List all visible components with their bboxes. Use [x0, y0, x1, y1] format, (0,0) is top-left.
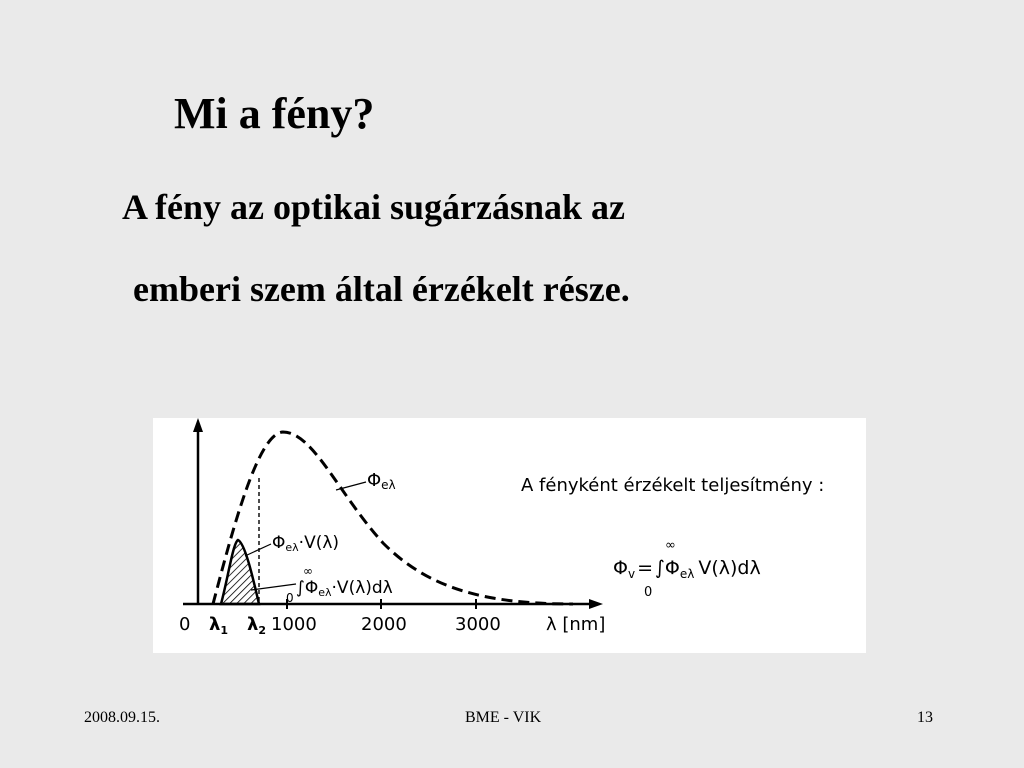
x-tick-label-1000: 1000: [271, 614, 317, 635]
integral-upper-limit: ∞: [303, 564, 313, 578]
spectral-diagram: [153, 418, 866, 653]
integral-label: ∫Φeλ·V(λ)dλ: [296, 578, 393, 599]
footer-organization: BME - VIK: [465, 709, 542, 726]
footer-date: 2008.09.15.: [84, 709, 160, 726]
curve-label-main: Φeλ: [367, 470, 396, 492]
spectral-power-curve: [213, 432, 573, 604]
x-tick-label-2000: 2000: [361, 614, 407, 635]
body-text-line-2: emberi szem által érzékelt része.: [133, 269, 630, 309]
formula-upper-limit: ∞: [665, 538, 676, 553]
slide-title: Mi a fény?: [174, 89, 375, 138]
leader-line-product: [245, 544, 271, 556]
lambda1-label: $\lambda_1$: [209, 614, 229, 637]
lambda2-label: $\lambda_2$: [247, 614, 267, 637]
leader-line-main: [336, 482, 366, 490]
x-tick-label-0: 0: [179, 614, 191, 635]
luminous-flux-formula: $\Phi_v = \int\Phi_{e\lambda}$ V(λ)dλ: [613, 557, 761, 581]
x-axis-arrow: [589, 599, 603, 609]
x-axis-label: λ [nm]: [546, 614, 606, 635]
x-tick-label-3000: 3000: [455, 614, 501, 635]
leader-line-integral: [251, 584, 296, 590]
perceived-power-heading: A fényként érzékelt teljesítmény :: [521, 475, 825, 496]
formula-lower-limit: 0: [644, 585, 653, 600]
body-text-line-1: A fény az optikai sugárzásnak az: [122, 187, 626, 227]
spectral-diagram-svg: [153, 418, 866, 653]
footer-page-number: 13: [917, 709, 933, 726]
y-axis-arrow: [193, 418, 203, 432]
integral-lower-limit: 0: [286, 591, 294, 605]
curve-label-product: Φeλ·V(λ): [272, 533, 340, 554]
